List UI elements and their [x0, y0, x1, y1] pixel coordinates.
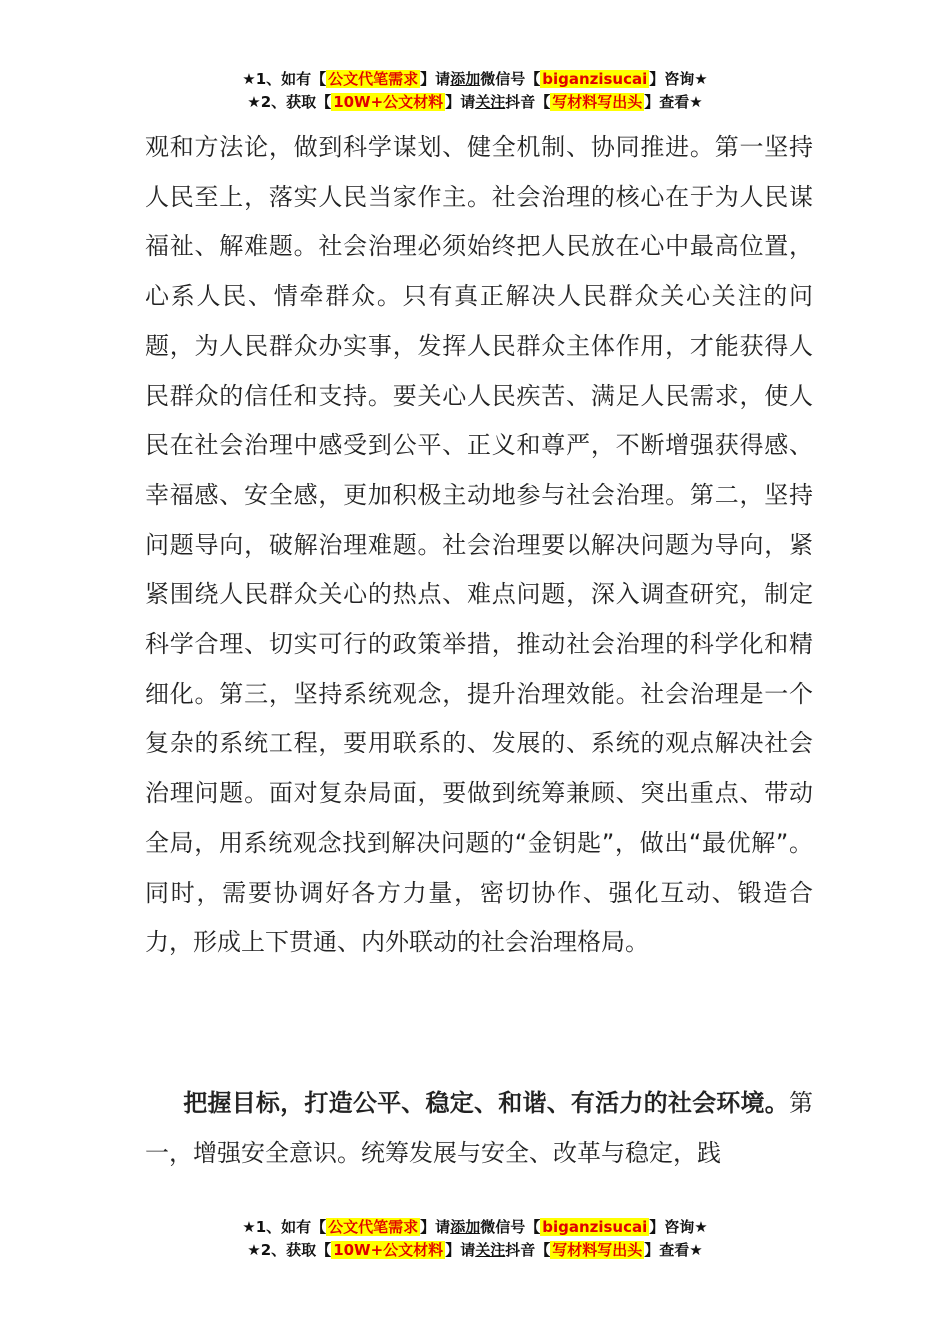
promo-highlight: 10W+公文材料	[333, 93, 444, 111]
promo-text: 】咨询★	[649, 1218, 708, 1236]
promo-text: 微信号【	[480, 1218, 541, 1236]
promo-text: ★2、获取【	[247, 1241, 332, 1259]
promo-line-2	[0, 91, 950, 114]
promo-underlined: 添加	[450, 1218, 481, 1236]
promo-text: 】请	[445, 93, 476, 111]
header-promo-banner	[0, 68, 950, 114]
promo-text: 抖音【	[505, 1241, 551, 1259]
promo-line-2	[0, 1239, 950, 1262]
promo-underlined: 关注	[475, 93, 506, 111]
section-heading: 把握目标，打造公平、稳定、和谐、有活力的社会环境。	[183, 1089, 789, 1117]
promo-highlight: 10W+公文材料	[333, 1241, 444, 1259]
body-paragraph-2	[145, 1079, 813, 1178]
promo-text: 】请	[420, 1218, 451, 1236]
promo-highlight: biganzisucai	[542, 70, 648, 88]
promo-line-1	[0, 1216, 950, 1239]
promo-text: 】咨询★	[649, 70, 708, 88]
promo-highlight: 写材料写出头	[552, 93, 643, 111]
footer-promo-banner	[0, 1216, 950, 1262]
promo-line-1	[0, 68, 950, 91]
promo-text: 】查看★	[644, 1241, 703, 1259]
promo-text: ★1、如有【	[242, 1218, 327, 1236]
promo-text: 】请	[445, 1241, 476, 1259]
promo-text: 】请	[420, 70, 451, 88]
promo-highlight: biganzisucai	[542, 1218, 648, 1236]
body-paragraph: 观和方法论，做到科学谋划、健全机制、协同推进。第一坚持人民至上，落实人民当家作主。社会治理的核心在于为人民谋福祉、解难题。社会治理必须始终把人民放在心中最高位置，心系人民、情牵群众。只有真正解决人民群众关心关注的问题，为人民群众办实事，发挥人民群众主体作用，才能获得人民群众的信任和支持。要关心人民疾苦、满足人民需求，使人民在社会治理中感受到公平、正义和尊严，不断增强获得感、幸福感、安全感，更加积极主动地参与社会治理。第二，坚持问题导向，破解治理难题。社会治理要以解决问题为导向，紧紧围绕人民群众关心的热点、难点问题，深入调查研究，制定科学合理、切实可行的政策举措，推动社会治理的科学化和精细化。第三，坚持系统观念，提升治理效能。社会治理是一个复杂的系统工程，要用联系的、发展的、系统的观点解决社会治理问题。面对复杂局面，要做到统筹兼顾、突出重点、带动全局，用系统观念找到解决问题的“金钥匙”，做出“最优解”。同时，需要协调好各方力量，密切协作、强化互动、锻造合力，形成上下贯通、内外联动的社会治理格局。	[145, 133, 813, 957]
promo-text: 抖音【	[505, 93, 551, 111]
promo-text: 】查看★	[644, 93, 703, 111]
promo-underlined: 添加	[450, 70, 481, 88]
promo-text: 微信号【	[480, 70, 541, 88]
paragraph-text: 第一，增强安全意识。统筹发展与安全、改革与稳定，践	[145, 1089, 813, 1167]
promo-highlight: 公文代笔需求	[328, 70, 419, 88]
promo-highlight: 写材料写出头	[552, 1241, 643, 1259]
promo-text: ★2、获取【	[247, 93, 332, 111]
promo-highlight: 公文代笔需求	[328, 1218, 419, 1236]
promo-underlined: 关注	[475, 1241, 506, 1259]
promo-text: ★1、如有【	[242, 70, 327, 88]
